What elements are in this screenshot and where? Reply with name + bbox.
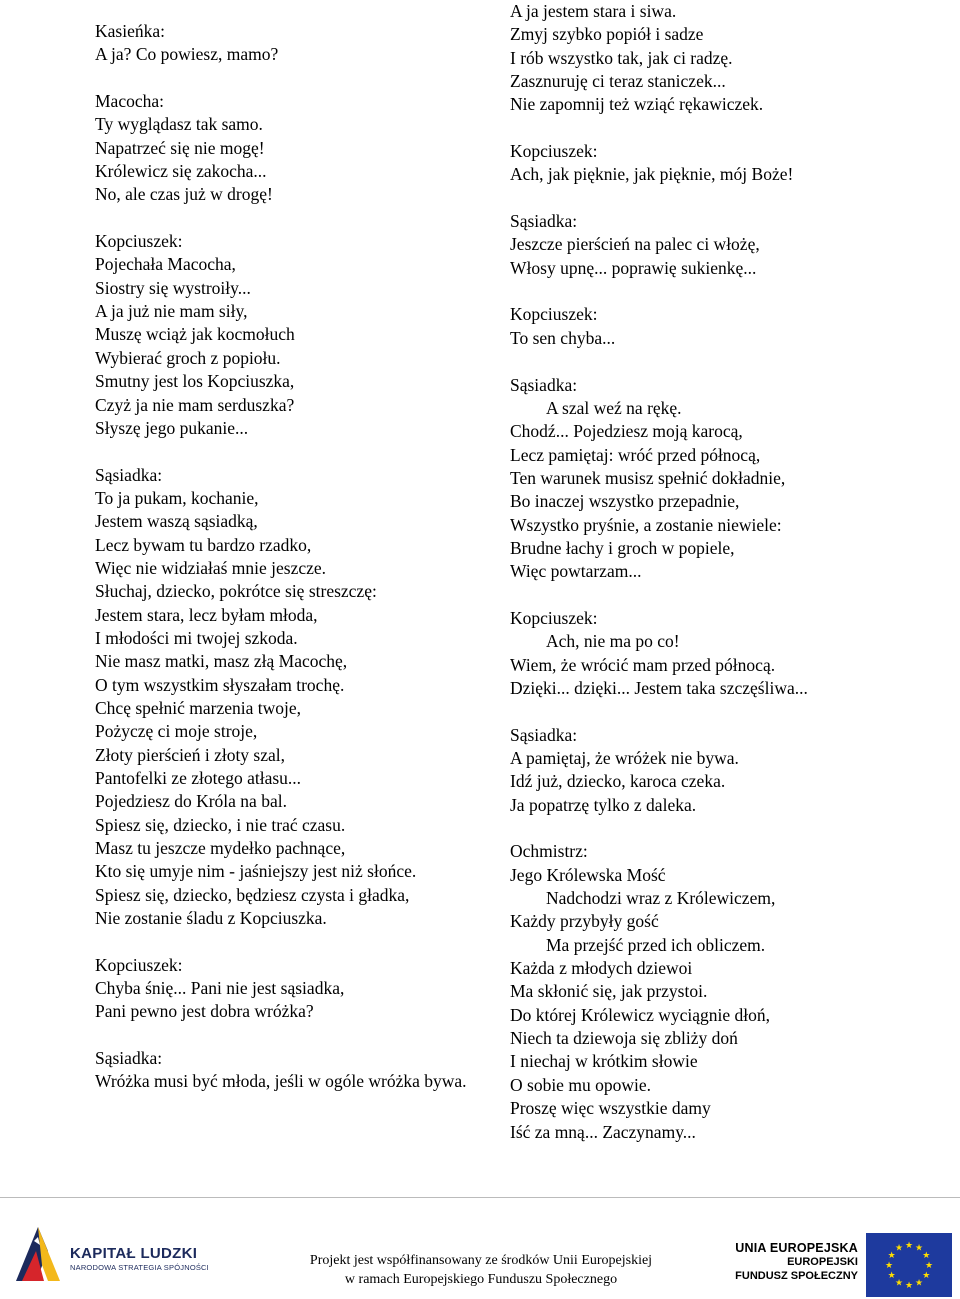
verse-line: Więc nie widziałaś mnie jeszcze. xyxy=(95,557,327,578)
stanza-gap xyxy=(510,350,950,373)
verse-line: A szal weź na rękę. xyxy=(546,397,682,418)
verse-line: Nie zapomnij też wziąć rękawiczek. xyxy=(510,94,764,115)
eu-star-icon: ★ xyxy=(887,1270,896,1280)
verse-line: Ach, jak pięknie, jak pięknie, mój Boże! xyxy=(510,164,794,185)
eu-star-icon: ★ xyxy=(894,1277,904,1288)
stanza-gap xyxy=(95,67,490,90)
verse-line: No, ale czas już w drogę! xyxy=(95,184,273,205)
verse-line: Jego Królewska Mość xyxy=(510,864,666,885)
eu-text xyxy=(724,1241,858,1283)
eu-star-icon: ★ xyxy=(924,1260,934,1270)
verse-line: Nadchodzi wraz z Królewiczem, xyxy=(546,888,776,909)
verse-line: Smutny jest los Kopciuszka, xyxy=(95,371,295,392)
speaker-label: Ochmistrz: xyxy=(510,841,588,862)
eu-star-icon: ★ xyxy=(922,1250,931,1260)
ue-line-2: FUNDUSZ SPOŁECZNY xyxy=(735,1270,858,1282)
eu-star-icon: ★ xyxy=(884,1260,894,1270)
verse-line: Chodź... Pojedziesz moją karocą, xyxy=(510,421,743,442)
verse-line: Pani pewno jest dobra wróżka? xyxy=(95,1001,314,1022)
speaker-label: Kasieńka: xyxy=(95,21,165,41)
verse-line: Ty wyglądasz tak samo. xyxy=(95,114,263,135)
eu-star-icon: ★ xyxy=(904,1240,914,1250)
speaker-label: Kopciuszek: xyxy=(510,304,598,325)
left-column xyxy=(95,0,490,1094)
footer-divider xyxy=(0,1197,960,1198)
verse-line: Kto się umyje nim - jaśniejszy jest niż słońce. xyxy=(95,861,417,882)
verse-line: Proszę więc wszystkie damy xyxy=(510,1098,711,1119)
verse-line: Niech ta dziewoja się zbliży doń xyxy=(510,1028,738,1049)
verse-line: Ja popatrzę tylko z daleka. xyxy=(510,794,697,815)
speaker-label: Sąsiadka: xyxy=(95,464,163,485)
verse-line: Wybierać groch z popiołu. xyxy=(95,347,281,368)
verse-line: To sen chyba... xyxy=(510,327,616,348)
verse-line: Pojedziesz do Króla na bal. xyxy=(95,791,287,812)
verse-line: A ja jestem stara i siwa. xyxy=(510,1,677,21)
verse-line: Spiesz się, dziecko, będziesz czysta i gładka, xyxy=(95,884,410,905)
verse-line: To ja pukam, kochanie, xyxy=(95,487,259,508)
verse-line: Pożyczę ci moje stroje, xyxy=(95,721,258,742)
verse-line: Ach, nie ma po co! xyxy=(546,631,680,652)
verse-line: Muszę wciąż jak kocmołuch xyxy=(95,324,295,345)
verse-line: Zmyj szybko popiół i sadze xyxy=(510,24,704,45)
verse-line: Królewicz się zakocha... xyxy=(95,161,267,182)
speaker-label: Sąsiadka: xyxy=(95,1048,163,1069)
verse-line: I młodości mi twojej szkoda. xyxy=(95,627,298,648)
speaker-label: Sąsiadka: xyxy=(510,724,578,745)
verse-line: Słyszę jego pukanie... xyxy=(95,417,249,438)
eu-star-icon: ★ xyxy=(894,1242,904,1253)
footer xyxy=(0,1215,960,1299)
eu-star-icon: ★ xyxy=(922,1270,931,1280)
cofinancing-line-1: Projekt jest współfinansowany ze środków Unii Europejskiej xyxy=(309,1253,653,1268)
verse-line: Więc powtarzam... xyxy=(510,561,642,582)
verse-line: Jestem stara, lecz byłam młoda, xyxy=(95,604,318,625)
verse-line: Pantofelki ze złotego atłasu... xyxy=(95,768,302,788)
verse-line: Złoty pierścień i złoty szal, xyxy=(95,744,286,765)
stanza-gap xyxy=(510,117,950,140)
stanza-gap xyxy=(510,187,950,210)
verse-line: A ja już nie mam siły, xyxy=(95,301,248,322)
stanza-gap xyxy=(95,440,490,463)
verse-line: Do której Królewicz wyciągnie dłoń, xyxy=(510,1004,770,1025)
verse-line: Ma skłonić się, jak przystoi. xyxy=(510,981,708,1002)
verse-line: Jestem waszą sąsiadką, xyxy=(95,511,258,532)
speaker-label: Kopciuszek: xyxy=(95,954,183,975)
verse-line: Siostry się wystroiły... xyxy=(95,277,251,298)
kapital-ludzki-logo xyxy=(8,1227,64,1291)
verse-line: Wiem, że wrócić mam przed północą. xyxy=(510,654,776,675)
verse-line: Masz tu jeszcze mydełko pachnące, xyxy=(95,838,346,859)
cofinancing-note xyxy=(276,1251,686,1289)
eu-flag-icon xyxy=(866,1233,952,1297)
kapital-ludzki-text xyxy=(70,1245,209,1272)
verse-line: Dzięki... dzięki... Jestem taka szczęśliwa... xyxy=(510,677,808,698)
eu-star-icon: ★ xyxy=(887,1250,896,1260)
verse-line: Chcę spełnić marzenia twoje, xyxy=(95,697,302,718)
verse-line: Jeszcze pierścień na palec ci włożę, xyxy=(510,234,760,255)
verse-line: Lecz bywam tu bardzo rzadko, xyxy=(95,534,312,555)
stanza-gap xyxy=(510,584,950,607)
verse-line: Czyż ja nie mam serduszka? xyxy=(95,394,295,415)
verse-line: Chyba śnię... Pani nie jest sąsiadka, xyxy=(95,978,345,999)
verse-line: Nie masz matki, masz złą Macochę, xyxy=(95,651,348,672)
eu-star-icon: ★ xyxy=(904,1280,914,1290)
stanza-gap xyxy=(510,817,950,840)
verse-line: O sobie mu opowie. xyxy=(510,1074,651,1095)
verse-line: Spiesz się, dziecko, i nie trać czasu. xyxy=(95,814,346,835)
verse-line: Wróżka musi być młoda, jeśli w ogóle wróżka bywa. xyxy=(95,1071,467,1092)
ue-title: UNIA EUROPEJSKA xyxy=(735,1241,858,1255)
verse-line: Lecz pamiętaj: wróć przed północą, xyxy=(510,444,761,465)
speaker-label: Kopciuszek: xyxy=(510,607,598,628)
verse-line: Idź już, dziecko, karoca czeka. xyxy=(510,771,726,792)
kl-subtitle: NARODOWA STRATEGIA SPÓJNOŚCI xyxy=(70,1263,209,1272)
verse-line: I rób wszystko tak, jak ci radzę. xyxy=(510,47,733,68)
verse-line: Brudne łachy i groch w popiele, xyxy=(510,537,735,558)
verse-line: Iść za mną... Zaczynamy... xyxy=(510,1121,696,1142)
stanza-gap xyxy=(95,207,490,230)
kl-title: KAPITAŁ LUDZKI xyxy=(70,1245,198,1262)
verse-line: Pojechała Macocha, xyxy=(95,254,236,275)
verse-line: Zasznuruję ci teraz staniczek... xyxy=(510,71,726,92)
stanza-gap xyxy=(95,930,490,953)
cofinancing-line-2: w ramach Europejskiego Funduszu Społecznego xyxy=(344,1272,618,1287)
verse-line: Ma przejść przed ich obliczem. xyxy=(546,934,766,955)
stanza-gap xyxy=(95,1024,490,1047)
verse-line: Każdy przybyły gość xyxy=(510,911,659,932)
verse-line: Bo inaczej wszystko przepadnie, xyxy=(510,491,740,512)
speaker-label: Macocha: xyxy=(95,91,164,112)
verse-line: O tym wszystkim słyszałam trochę. xyxy=(95,674,345,695)
ue-line-1: EUROPEJSKI xyxy=(787,1256,858,1268)
speaker-label: Wszystko pryśnie, a zostanie niewiele: xyxy=(510,514,782,535)
speaker-label: Sąsiadka: xyxy=(510,211,578,232)
eu-star-icon: ★ xyxy=(914,1277,924,1288)
verse-line: I niechaj w krótkim słowie xyxy=(510,1051,698,1072)
verse-line: Każda z młodych dziewoi xyxy=(510,958,693,979)
right-column xyxy=(510,0,950,1144)
speaker-label: Kopciuszek: xyxy=(510,141,598,162)
verse-line: A ja? Co powiesz, mamo? xyxy=(95,44,279,65)
speaker-label: Słuchaj, dziecko, pokrótce się streszczę: xyxy=(95,581,377,602)
speaker-label: Kopciuszek: xyxy=(95,231,183,252)
verse-line: Napatrzeć się nie mogę! xyxy=(95,137,265,158)
eu-star-icon: ★ xyxy=(914,1242,924,1253)
verse-line: Włosy upnę... poprawię sukienkę... xyxy=(510,257,757,278)
speaker-label: Sąsiadka: xyxy=(510,374,578,395)
verse-line: Nie zostanie śladu z Kopciuszka. xyxy=(95,908,327,929)
verse-line: Ten warunek musisz spełnić dokładnie, xyxy=(510,467,786,488)
stanza-gap xyxy=(510,280,950,303)
stanza-gap xyxy=(510,700,950,723)
verse-line: A pamiętaj, że wróżek nie bywa. xyxy=(510,748,739,768)
